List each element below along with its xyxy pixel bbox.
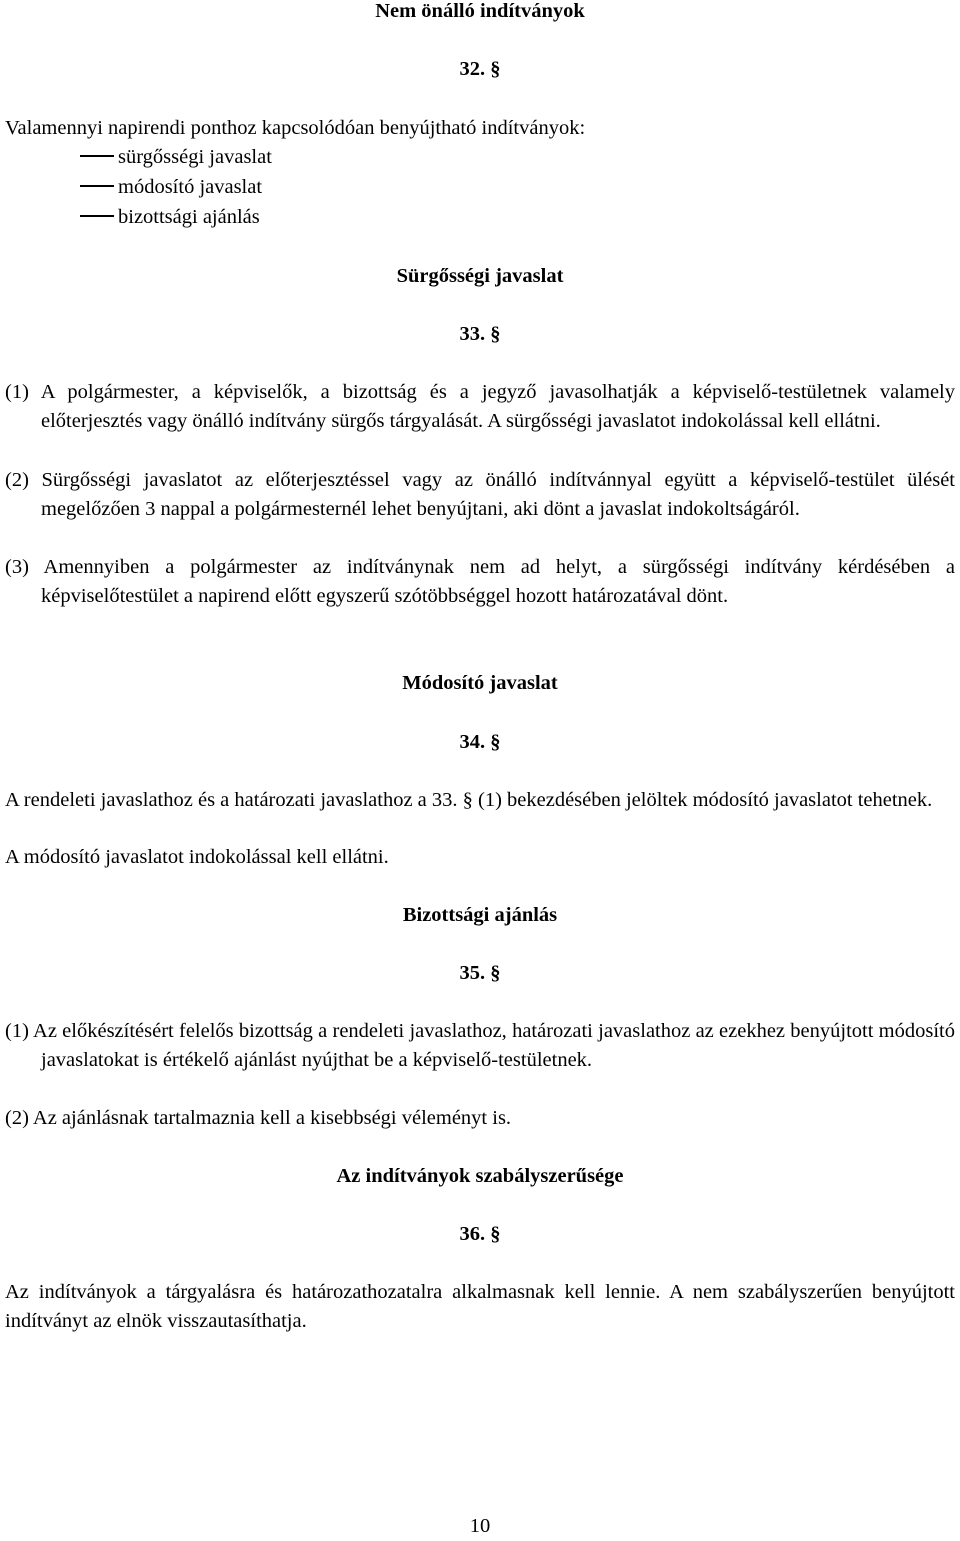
paragraph-number-34: 34. § xyxy=(459,731,501,753)
dash-bullet xyxy=(80,155,114,157)
section-title-bizottsagi: Bizottsági ajánlás xyxy=(402,904,558,926)
section-title-nem-onallo: Nem önálló indítványok xyxy=(375,0,585,22)
paragraph-number-33: 33. § xyxy=(459,323,501,345)
s36-paragraph-1: Az indítványok a tárgyalásra és határozathozatalra alkalmasnak kell lennie. A nem szabályszerűen benyújtott indítványt az elnök visszautasíthatja. xyxy=(5,1281,955,1332)
list-item: sürgősségi javaslat xyxy=(80,143,272,172)
section-title-szabalyszeruseg: Az indítványok szabályszerűsége xyxy=(336,1165,624,1187)
s34-paragraph-2: A módosító javaslatot indokolással kell ellátni. xyxy=(5,846,389,868)
page-number: 10 xyxy=(469,1515,491,1537)
list-item: bizottsági ajánlás xyxy=(80,203,260,232)
section-title-surgossegi: Sürgősségi javaslat xyxy=(396,265,564,287)
paragraph-number-36: 36. § xyxy=(459,1223,501,1245)
s34-paragraph-1: A rendeleti javaslathoz és a határozati javaslathoz a 33. § (1) bekezdésében jelöltek módosító javaslatot tehetnek. xyxy=(5,789,933,811)
paragraph-number-35: 35. § xyxy=(459,962,501,984)
s32-intro: Valamennyi napirendi ponthoz kapcsolódóan benyújtható indítványok: xyxy=(5,117,586,139)
s33-paragraph-2: (2) Sürgősségi javaslatot az előterjesztéssel vagy az önálló indítvánnyal együtt a képviselő-testület ülését megelőzően 3 nappal a polgármesternél lehet benyújtani, aki dönt a javaslat indokoltságáról. xyxy=(5,469,955,520)
dash-bullet xyxy=(80,215,114,217)
list-item: módosító javaslat xyxy=(80,173,262,202)
s33-paragraph-3: (3) Amennyiben a polgármester az indítványnak nem ad helyt, a sürgősségi indítvány kérdésében a képviselőtestület a napirend előtt egyszerű szótöbbséggel hozott határozatával dönt. xyxy=(5,556,955,607)
section-title-modosito: Módosító javaslat xyxy=(402,672,558,694)
s33-paragraph-1: (1) A polgármester, a képviselők, a bizottság és a jegyző javasolhatják a képviselő-testületnek valamely előterjesztés vagy önálló indítvány sürgős tárgyalását. A sürgősségi javaslatot indokolással kell ellátni. xyxy=(5,381,955,432)
paragraph-number-32: 32. § xyxy=(459,58,501,80)
s35-paragraph-1: (1) Az előkészítésért felelős bizottság a rendeleti javaslathoz, határozati javaslathoz az ezekhez benyújtott módosító javaslatokat is értékelő ajánlást nyújthat be a képviselő-testületnek. xyxy=(5,1020,955,1071)
dash-bullet xyxy=(80,185,114,187)
s35-paragraph-2: (2) Az ajánlásnak tartalmaznia kell a kisebbségi véleményt is. xyxy=(5,1107,512,1129)
